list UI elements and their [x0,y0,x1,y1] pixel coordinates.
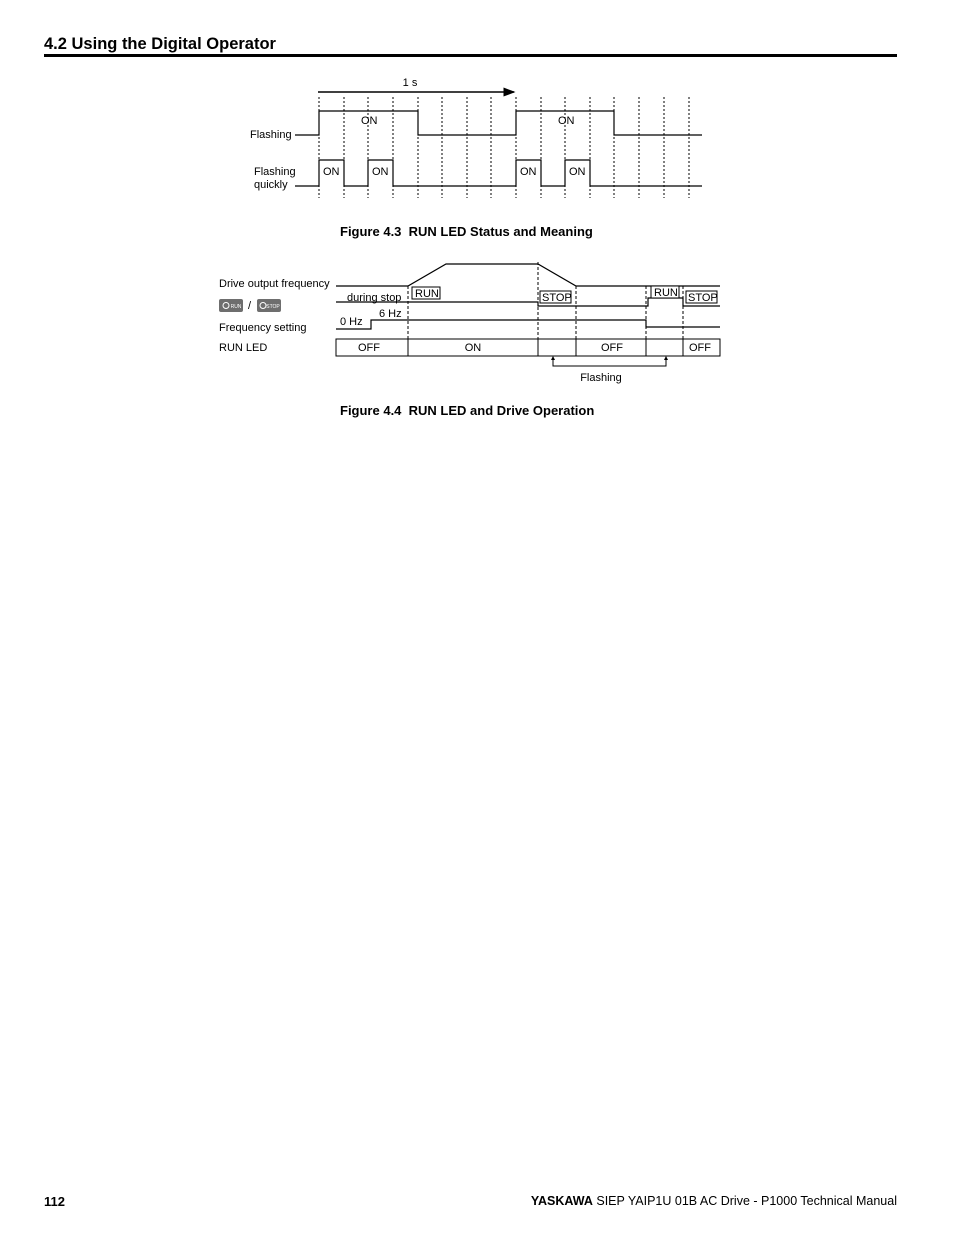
flashing-quickly-waveform [295,160,702,186]
output-frequency-waveform [336,264,720,286]
quick-on-label-1: ON [323,166,340,178]
run-led-state-off-3: OFF [689,342,711,354]
run-led-state-off-1: OFF [358,342,380,354]
manual-footer [531,1194,897,1208]
time-grid-lines [319,97,689,198]
flashing-waveform [295,111,702,135]
key-separator: / [248,300,252,312]
drive-output-frequency-label: Drive output frequency [219,278,330,290]
run-box-1-label: RUN [415,288,439,300]
stop-box-1-label: STOP [542,292,572,304]
flashing-on-label-2: ON [558,115,575,127]
flashing-quickly-label-line1: Flashing [254,166,296,178]
stop-box-2-label: STOP [688,292,718,304]
zero-hz-label: 0 Hz [340,316,363,328]
flashing-bracket-label: Flashing [580,372,622,384]
frequency-setting-waveform [336,320,720,329]
section-title: 4.2 Using the Digital Operator [44,35,276,53]
run-led-state-on: ON [464,342,482,354]
flashing-quickly-label-line2: quickly [254,179,288,191]
one-second-label: 1 s [402,77,418,89]
run-box-2-label: RUN [654,287,678,299]
figure-4-3-caption [340,224,593,240]
quick-on-label-4: ON [569,166,586,178]
figure-4-4-caption [340,403,594,419]
svg-text:RUN: RUN [230,304,242,310]
figure-4-4-caption-title: RUN LED and Drive Operation [408,403,595,418]
run-led-state-off-2: OFF [601,342,623,354]
manual-title: SIEP YAIP1U 01B AC Drive - P1000 Technical Manual [596,1194,897,1208]
during-stop-label: during stop [347,292,402,304]
figure-4-3-timing-diagram [250,77,702,198]
svg-text:STOP: STOP [266,304,280,310]
flashing-on-label-1: ON [361,115,378,127]
run-led-state-bar [336,339,720,356]
figure-4-3-caption-title: RUN LED Status and Meaning [408,224,593,239]
page-number: 112 [44,1194,65,1209]
frequency-setting-label: Frequency setting [219,322,307,334]
run-key-icon [219,299,243,312]
figure-4-4-timing-diagram [219,262,720,384]
six-hz-label: 6 Hz [379,308,402,320]
figure-4-3-caption-number: Figure 4.3 [340,224,402,239]
figure-4-4-caption-number: Figure 4.4 [340,403,402,418]
stop-key-icon [257,299,281,312]
flashing-bracket [553,358,666,366]
brand-name: YASKAWA [530,1194,593,1208]
flashing-label: Flashing [250,129,292,141]
quick-on-label-3: ON [520,166,537,178]
quick-on-label-2: ON [372,166,389,178]
run-led-label: RUN LED [219,342,268,354]
